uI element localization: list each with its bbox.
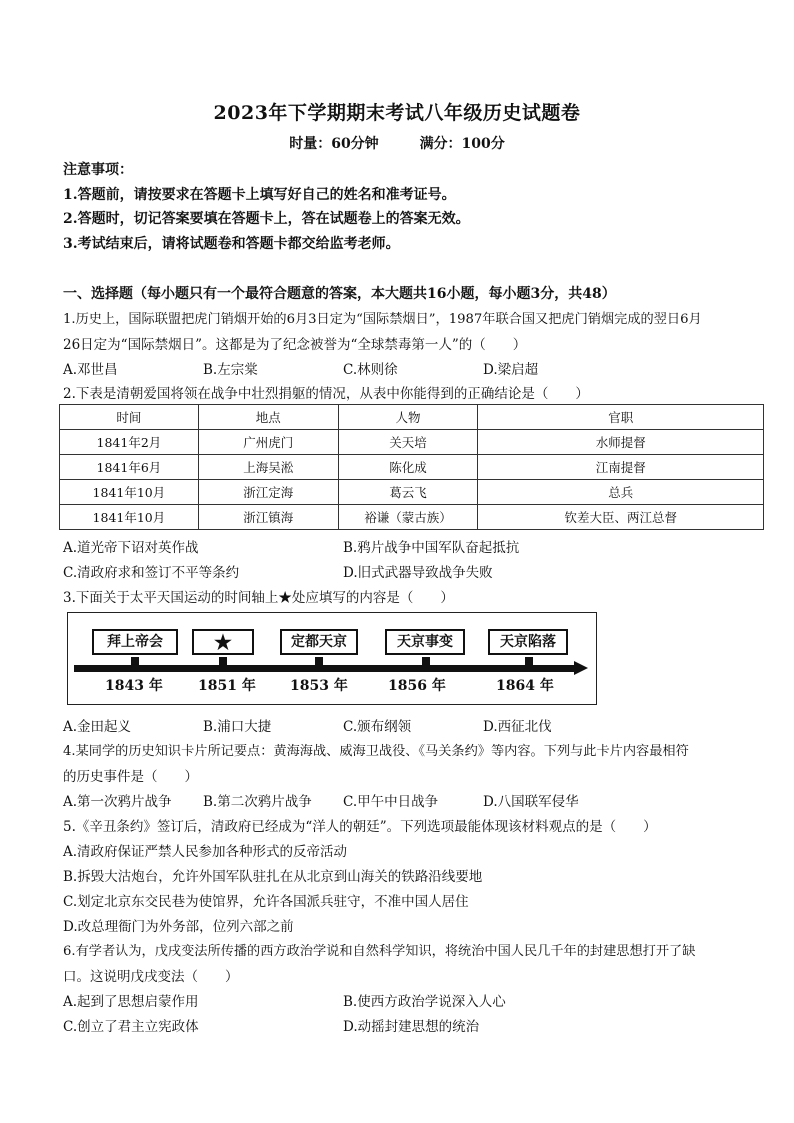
general-table <box>59 404 764 530</box>
question-6-stem-cont: 口。这说明戊戌变法（ ） <box>63 969 239 985</box>
table-cell: 水师提督 <box>478 430 764 455</box>
q4-option-a: A.第一次鸦片战争 <box>63 794 172 810</box>
full-score: 满分：100分 <box>419 136 505 152</box>
timeline-tick <box>315 657 323 666</box>
timeline-event: 拜上帝会 <box>92 629 178 655</box>
q3-option-c: C.颁布纲领 <box>343 719 412 735</box>
q2-option-a: A.道光帝下诏对英作战 <box>63 540 199 556</box>
table-row <box>60 480 764 505</box>
question-4-stem-cont: 的历史事件是（ ） <box>63 769 198 785</box>
timeline-event: 定都天京 <box>280 629 358 655</box>
table-cell: 广州虎门 <box>198 430 338 455</box>
q4-option-d: D.八国联军侵华 <box>483 794 579 810</box>
notice-heading: 注意事项： <box>63 162 133 178</box>
table-header-row <box>60 405 764 430</box>
column-header: 地点 <box>198 405 338 430</box>
table-cell: 总兵 <box>478 480 764 505</box>
table-cell: 上海吴淞 <box>198 455 338 480</box>
question-6-stem: 6.有学者认为，戊戌变法所传播的西方政治学说和自然科学知识，将统治中国人民几千年的封建思想打开了缺 <box>63 944 696 959</box>
q6-option-c: C.创立了君主立宪政体 <box>63 1019 199 1035</box>
table-cell: 陈化成 <box>338 455 478 480</box>
question-3-stem: 3.下面关于太平天国运动的时间轴上★处应填写的内容是（ ） <box>63 590 454 606</box>
timeline-arrow <box>574 661 588 675</box>
q1-option-c: C.林则徐 <box>343 362 398 378</box>
q1-option-a: A.邓世昌 <box>63 362 118 378</box>
timeline-figure <box>67 612 597 705</box>
question-5-stem: 5.《辛丑条约》签订后，清政府已经成为“洋人的朝廷”。下列选项最能体现该材料观点的是（ ） <box>63 819 657 835</box>
table-row <box>60 505 764 530</box>
q1-option-b: B.左宗棠 <box>203 362 258 378</box>
table-cell: 1841年2月 <box>60 430 199 455</box>
timeline-tick <box>219 657 227 666</box>
q2-option-d: D.旧式武器导致战争失败 <box>343 565 493 581</box>
q6-option-a: A.起到了思想启蒙作用 <box>63 994 199 1010</box>
timeline-year: 1851 年 <box>198 678 256 694</box>
question-1-stem: 1.历史上，国际联盟把虎门销烟开始的6月3日定为“国际禁烟日”，1987年联合国又把虎门销烟完成的翌日6月 <box>63 312 702 327</box>
question-4-stem: 4.某同学的历史知识卡片所记要点：黄海海战、威海卫战役、《马关条约》等内容。下列与此卡片内容最相符 <box>63 744 689 759</box>
exam-info <box>0 133 794 153</box>
q4-option-c: C.甲午中日战争 <box>343 794 439 810</box>
timeline-year: 1843 年 <box>105 678 163 694</box>
q6-option-d: D.动摇封建思想的统治 <box>343 1019 480 1035</box>
table-cell: 1841年10月 <box>60 480 199 505</box>
q3-option-b: B.浦口大捷 <box>203 719 272 735</box>
timeline-axis <box>74 665 578 672</box>
column-header: 人物 <box>338 405 478 430</box>
q2-option-b: B.鸦片战争中国军队奋起抵抗 <box>343 540 520 556</box>
q5-option-b: B.拆毁大沽炮台，允许外国军队驻扎在从北京到山海关的铁路沿线要地 <box>63 869 483 885</box>
table-cell: 葛云飞 <box>338 480 478 505</box>
table-cell: 浙江定海 <box>198 480 338 505</box>
table-cell: 浙江镇海 <box>198 505 338 530</box>
time-limit: 时量：60分钟 <box>289 136 379 152</box>
table-cell: 关天培 <box>338 430 478 455</box>
table-cell: 江南提督 <box>478 455 764 480</box>
timeline-year: 1856 年 <box>388 678 446 694</box>
q2-option-c: C.清政府求和签订不平等条约 <box>63 565 240 581</box>
table-row <box>60 430 764 455</box>
timeline-tick <box>131 657 139 666</box>
table-cell: 钦差大臣、两江总督 <box>478 505 764 530</box>
q3-option-a: A.金田起义 <box>63 719 132 735</box>
q6-option-b: B.使西方政治学说深入人心 <box>343 994 506 1010</box>
timeline-year: 1864 年 <box>496 678 554 694</box>
q1-option-d: D.梁启超 <box>483 362 539 378</box>
q4-option-b: B.第二次鸦片战争 <box>203 794 312 810</box>
q5-option-d: D.改总理衙门为外务部，位列六部之前 <box>63 919 294 935</box>
timeline-tick <box>525 657 533 666</box>
notice-item: 3.考试结束后，请将试题卷和答题卡都交给监考老师。 <box>63 236 400 252</box>
timeline-year: 1853 年 <box>290 678 348 694</box>
q5-option-c: C.划定北京东交民巷为使馆界，允许各国派兵驻守，不准中国人居住 <box>63 894 469 910</box>
star-icon: ★ <box>192 629 254 655</box>
page-title: 2023年下学期期末考试八年级历史试题卷 <box>213 102 581 124</box>
question-2-stem: 2.下表是清朝爱国将领在战争中壮烈捐躯的情况，从表中你能得到的正确结论是（ ） <box>63 386 589 402</box>
notice-item: 1.答题前，请按要求在答题卡上填写好自己的姓名和准考证号。 <box>63 187 456 203</box>
q3-option-d: D.西征北伐 <box>483 719 552 735</box>
timeline-event: 天京事变 <box>385 629 465 655</box>
q5-option-a: A.清政府保证严禁人民参加各种形式的反帝活动 <box>63 844 348 860</box>
table-cell: 1841年6月 <box>60 455 199 480</box>
notice-item: 2.答题时，切记答案要填在答题卡上，答在试题卷上的答案无效。 <box>63 211 470 227</box>
timeline-tick <box>422 657 430 666</box>
timeline-event: 天京陷落 <box>488 629 568 655</box>
section-heading: 一、选择题（每小题只有一个最符合题意的答案，本大题共16小题，每小题3分，共48） <box>63 286 616 302</box>
table-cell: 裕谦（蒙古族） <box>338 505 478 530</box>
table-row <box>60 455 764 480</box>
table-cell: 1841年10月 <box>60 505 199 530</box>
question-1-stem-cont: 26日定为“国际禁烟日”。这都是为了纪念被誉为“全球禁毒第一人”的（ ） <box>63 337 527 353</box>
column-header: 官职 <box>478 405 764 430</box>
column-header: 时间 <box>60 405 199 430</box>
